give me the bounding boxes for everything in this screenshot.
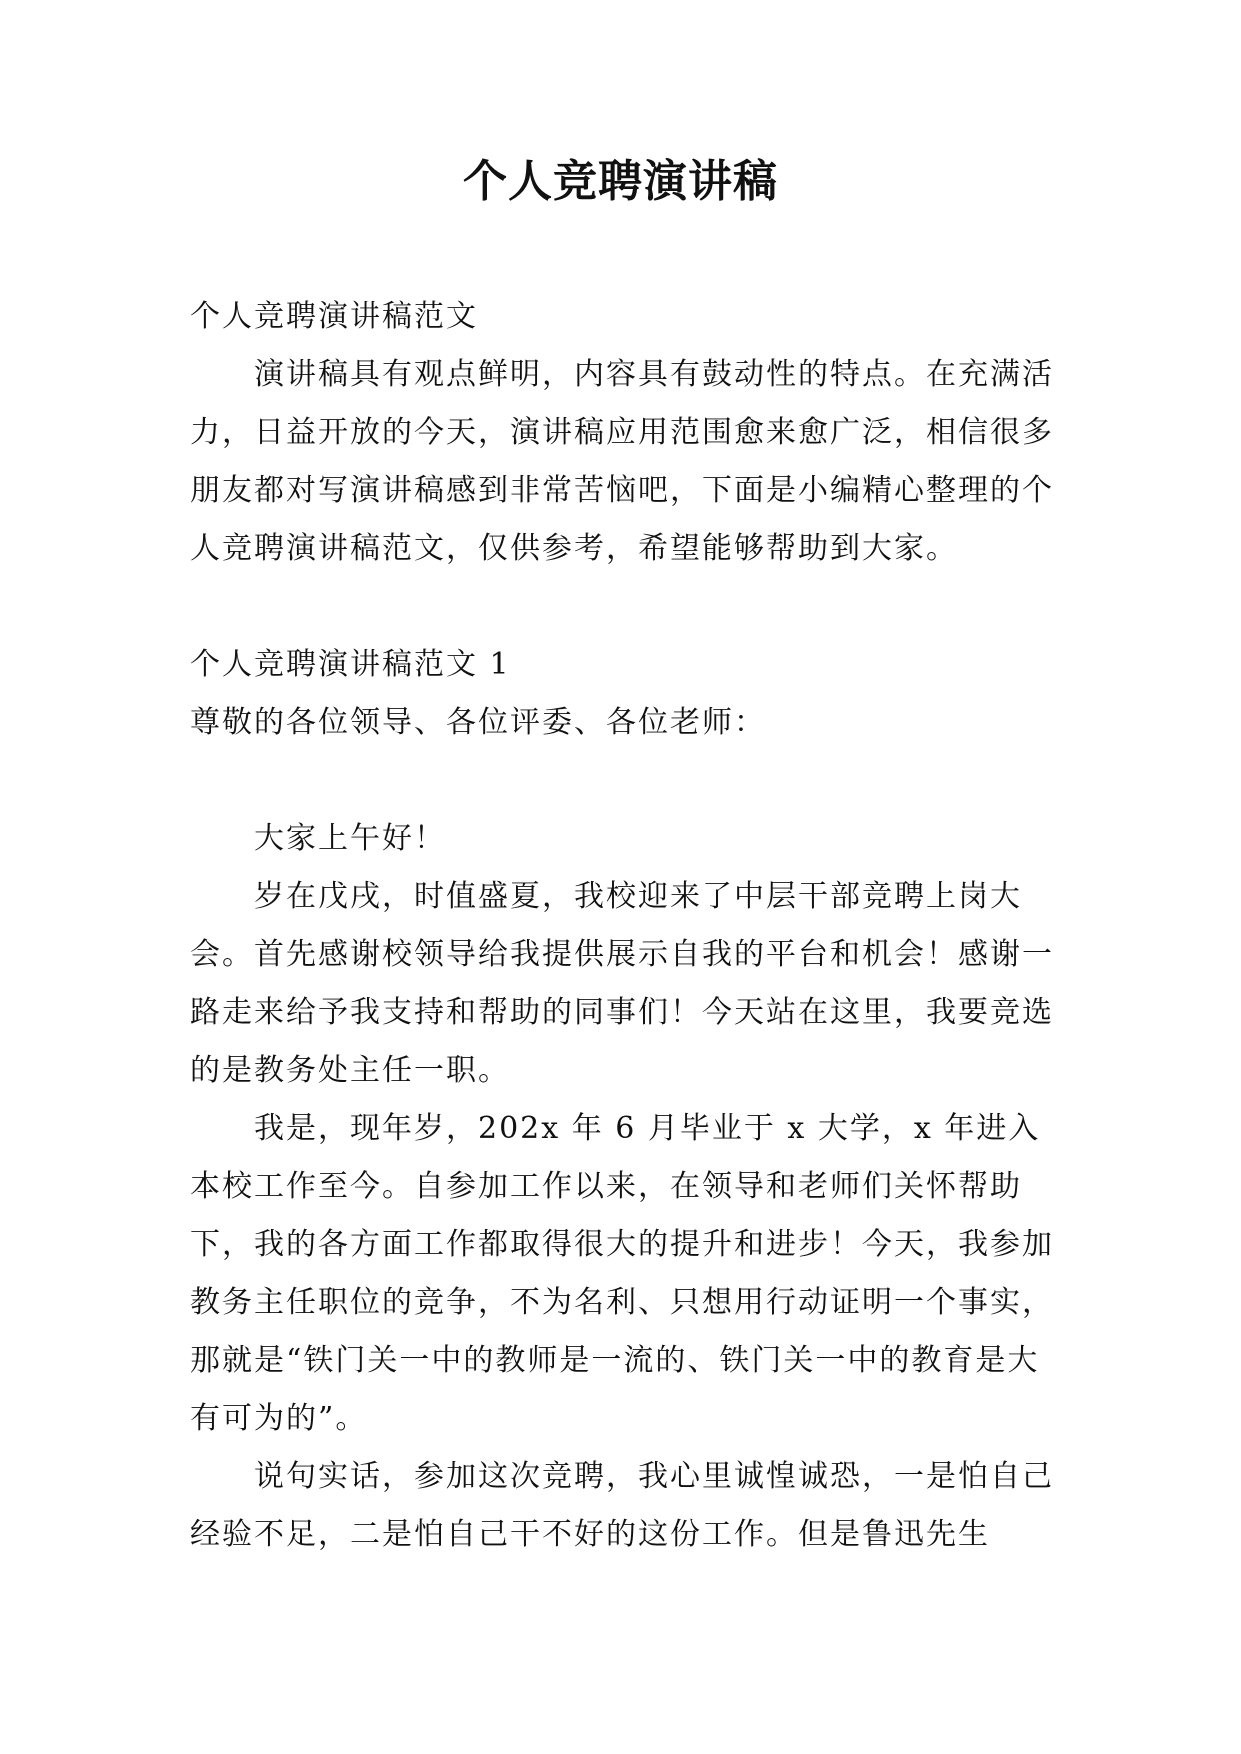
body-paragraph: 岁在戊戌，时值盛夏，我校迎来了中层干部竞聘上岗大会。首先感谢校领导给我提供展示自我的平台和机会！感谢一路走来给予我支持和帮助的同事们！今天站在这里，我要竞选的是教务处主任一职。 [190, 879, 1054, 1088]
body-paragraph: 我是，现年岁，202x 年 6 月毕业于 x 大学，x 年进入本校工作至今。自参加工作以来，在领导和老师们关怀帮助下，我的各方面工作都取得很大的提升和进步！今天，我参加教务主任职位的竞争，不为名利、只想用行动证明一个事实，那就是“铁门关一中的教师是一流的、铁门关一中的教育是大有可为的”。 [190, 1111, 1054, 1436]
document-body [190, 288, 1070, 1564]
body-paragraph: 说句实话，参加这次竞聘，我心里诚惶诚恐，一是怕自己经验不足，二是怕自己干不好的这份工作。但是鲁迅先生 [190, 1459, 1054, 1552]
salutation: 尊敬的各位领导、各位评委、各位老师： [190, 705, 766, 740]
spacer [190, 752, 1070, 810]
document-title: 个人竞聘演讲稿 [463, 156, 778, 207]
greeting: 大家上午好！ [254, 821, 446, 856]
spacer [190, 578, 1070, 636]
section-heading: 个人竞聘演讲稿范文 1 [190, 647, 511, 682]
subtitle: 个人竞聘演讲稿范文 [190, 299, 478, 334]
intro-paragraph: 演讲稿具有观点鲜明，内容具有鼓动性的特点。在充满活力，日益开放的今天，演讲稿应用范围愈来愈广泛，相信很多朋友都对写演讲稿感到非常苦恼吧，下面是小编精心整理的个人竞聘演讲稿范文，仅供参考，希望能够帮助到大家。 [190, 357, 1054, 566]
